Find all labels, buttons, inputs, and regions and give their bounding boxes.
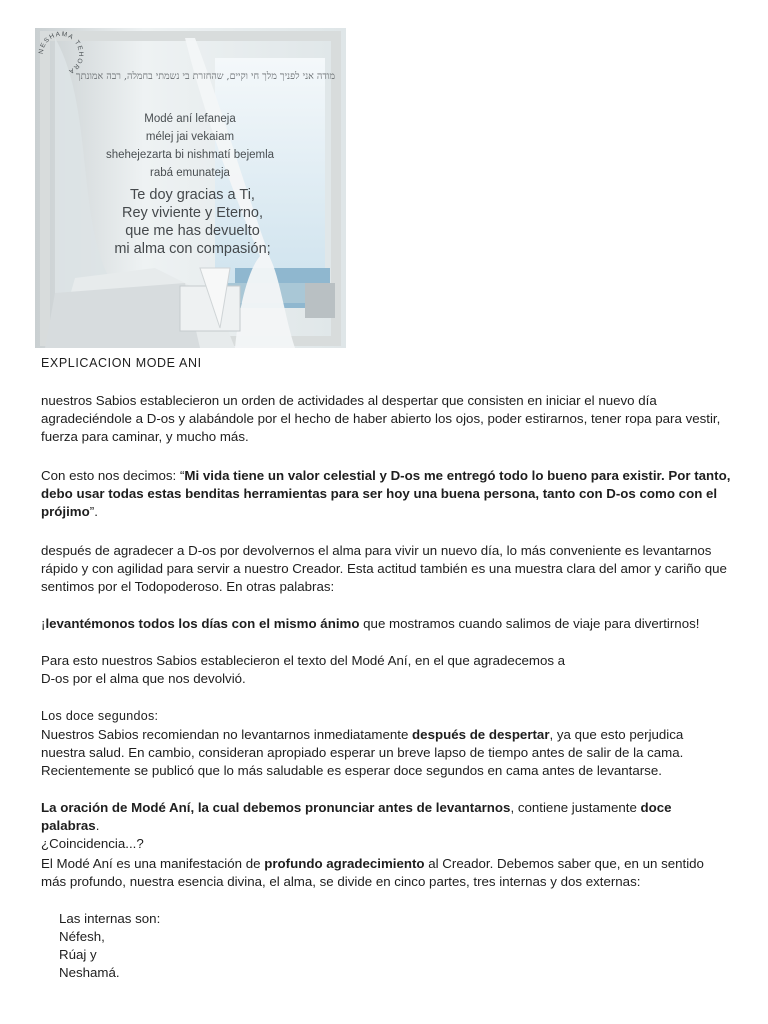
- list-item: Rúaj y: [59, 947, 97, 962]
- hero-image: [35, 28, 346, 348]
- neshama-tehora-stamp: [35, 28, 87, 80]
- translit-line: rabá emunateja: [150, 167, 230, 179]
- paragraph: ¡levantémonos todos los días con el mismo ánimo que mostramos cuando salimos de viaje para divertirnos!: [41, 616, 700, 631]
- list-item: Néfesh,: [59, 929, 105, 944]
- stamp-text: NESHAMA TEHORA: [37, 30, 85, 76]
- subheading: Los doce segundos:: [41, 709, 159, 723]
- list-title: Las internas son:: [59, 911, 161, 926]
- spanish-line: mi alma con compasión;: [114, 241, 271, 257]
- paragraph: El Modé Aní es una manifestación de profundo agradecimiento al Creador. Debemos saber que, en un sentido más profundo, nuestra esencia divina, el alma, se divide en cinco partes, tres internas y dos externas:: [41, 856, 704, 889]
- transliteration-text: [90, 110, 290, 182]
- hebrew-prayer-text: מודה אני לפניך מלך חי וקיים, שהחזרת בי נשמתי בחמלה, רבה אמונתך: [75, 71, 335, 82]
- paragraph: nuestros Sabios establecieron un orden de actividades al despertar que consisten en iniciar el nuevo día agradeciéndole a D-os y alabándole por el hecho de haber abierto los ojos, poder estirarnos, tener ropa para vestir, fuerza para caminar, y mucho más.: [41, 393, 721, 444]
- paragraph: La oración de Modé Aní, la cual debemos pronunciar antes de levantarnos, contiene justamente doce palabras. ¿Coincidencia...?: [41, 800, 672, 851]
- spanish-translation-text: [90, 186, 295, 258]
- paragraph: Nuestros Sabios recomiendan no levantarnos inmediatamente después de despertar, ya que esto perjudica nuestra salud. En cambio, consideran apropiado esperar un breve lapso de tiempo antes de salir de la cama. Recientemente se publicó que lo más saludable es esperar doce segundos en cama antes de levantarse.: [41, 727, 684, 778]
- article-heading: EXPLICACION MODE ANI: [41, 356, 202, 370]
- svg-text:NESHAMA TEHORA: [38, 31, 84, 75]
- paragraph: después de agradecer a D-os por devolvernos el alma para vivir un nuevo día, lo más conveniente es levantarnos rápido y con agilidad para servir a nuestro Creador. Esta actitud también es una muestra clara del amor y cariño que sentimos por el Todopoderoso. En otras palabras:: [41, 543, 727, 594]
- paragraph: Para esto nuestros Sabios establecieron el texto del Modé Aní, en el que agradecemos a D-os por el alma que nos devolvió.: [41, 653, 566, 686]
- translit-line: Modé aní lefaneja: [144, 113, 236, 125]
- paragraph: Con esto nos decimos: “Mi vida tiene un valor celestial y D-os me entregó todo lo bueno para existir. Por tanto, debo usar todas estas benditas herramientas para ser hoy una buena persona, tanto con D-os como con el prójimo”.: [41, 468, 731, 519]
- spanish-line: Te doy gracias a Ti,: [130, 187, 255, 203]
- translit-line: shehejezarta bi nishmatí bejemla: [105, 149, 275, 161]
- spanish-line: que me has devuelto: [125, 223, 260, 239]
- spanish-line: Rey viviente y Eterno,: [121, 205, 264, 221]
- translit-line: mélej jai vekaiam: [145, 131, 235, 143]
- list-block: [59, 910, 749, 982]
- list-item: Neshamá.: [59, 965, 120, 980]
